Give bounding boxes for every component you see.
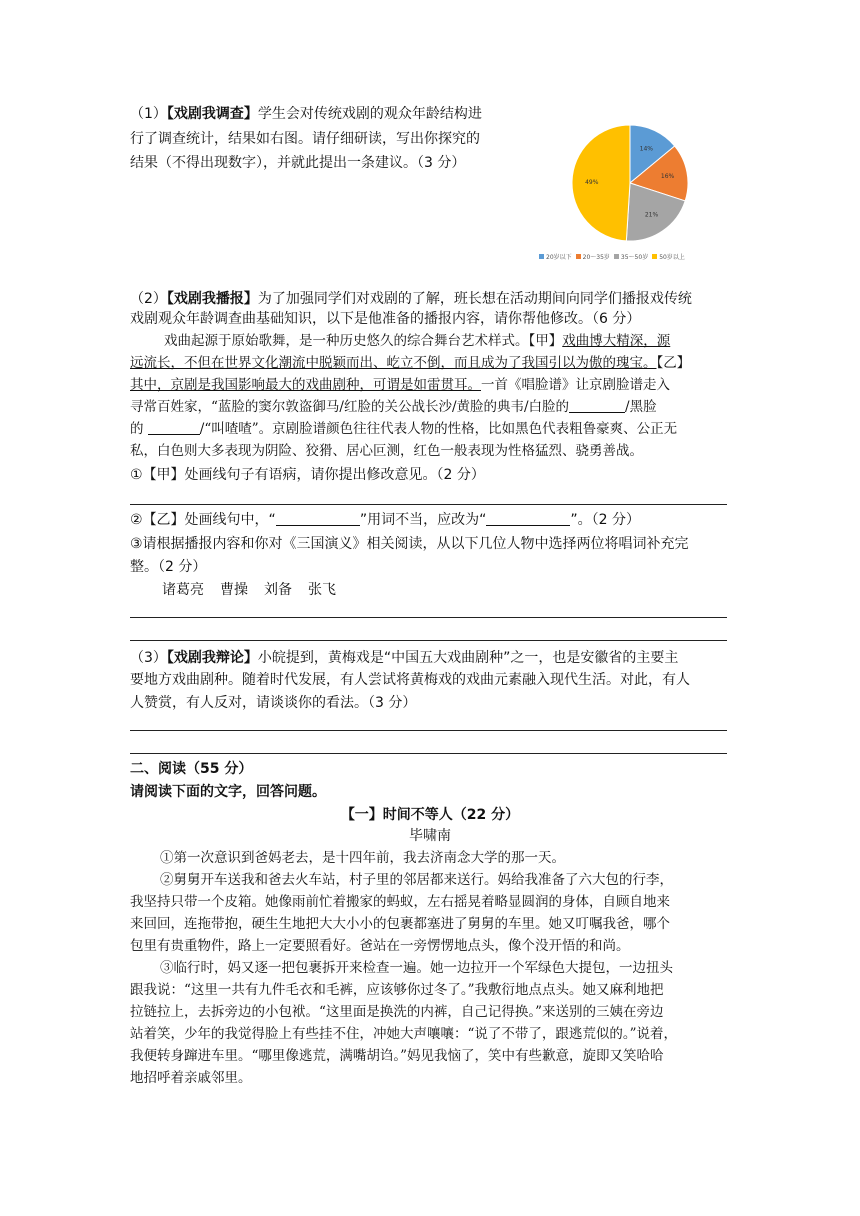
answer-line[interactable] [130,753,727,754]
legend-swatch [652,254,657,259]
q2-sub3-line2: 整。（2 分） [130,559,207,575]
legend-label: 20～35岁 [582,254,610,261]
legend-label: 50岁以上 [659,254,685,261]
article-line: 来回回，连拖带抱，硬生生地把大大小小的包裹都塞进了舅舅的车里。她又叮嘱我爸，哪个 [130,916,670,932]
article-line: 包里有贵重物件，路上一定要照看好。爸站在一旁愣愣地点头，像个没开悟的和尚。 [130,938,630,954]
q2-sub2-text: ②【乙】处画线句中，“ [130,512,276,528]
q1-line1 [130,104,482,125]
q1-tag: 【戏剧我调查】 [166,106,258,122]
q2-line1 [130,289,692,310]
legend-label: 35～50岁 [620,254,649,261]
age-pie-chart [532,122,712,270]
yi-underlined-sentence: 其中，京剧是我国影响最大的戏曲剧种，可谓是如雷贯耳。 [130,377,481,393]
passage-line-2 [130,353,690,374]
q3-line2: 要地方戏曲剧种。随着时代发展，有人尝试将黄梅戏的戏曲元素融入现代生活。对此，有人 [130,672,690,688]
passage-text: 寻常百姓家，“蓝脸的窦尔敦盗御马/红脸的关公战长沙/黄脸的典韦/白脸的 [130,399,570,415]
jia-underlined-sentence-cont: 远流长，不但在世界文化潮流中脱颖而出、屹立不倒，而且成为了我国引以为傲的瑰宝。 [130,355,657,371]
section-heading: 二、阅读（55 分） [130,761,253,777]
answer-line[interactable] [130,504,727,505]
q3-text: 小皖提到，黄梅戏是“中国五大戏曲剧种”之一，也是安徽省的主要主 [257,650,679,666]
answer-line[interactable] [130,640,727,641]
q2-sub2-text: ”。（2 分） [570,512,640,528]
legend-item [576,254,610,261]
q2-text: 为了加强同学们对戏剧的了解，班长想在活动期间向同学们播报戏传统 [257,291,692,307]
passage-line-4 [130,397,657,418]
q3-tag: 【戏剧我辩论】 [166,650,258,666]
wrong-word-blank[interactable] [276,511,360,526]
lyric-blank-2[interactable] [148,420,200,435]
passage-line-6: 私，白色则大多表现为阴险、狡猾、居心叵测，红色一般表现为性格猛烈、骁勇善战。 [130,443,643,459]
q2-sub2-text: ”用词不当，应改为“ [359,512,487,528]
article-author: 毕啸南 [409,828,451,844]
pie-legend [539,252,689,261]
lyric-blank-1[interactable] [569,398,625,413]
legend-item [652,254,685,261]
pie-data-label: 14% [639,145,653,153]
q2-tag: 【戏剧我播报】 [166,291,258,307]
option-zhuge-liang: 诸葛亮 [162,582,204,598]
character-options [162,580,336,601]
pie-data-label: 49% [585,178,599,186]
article-para-3: ③临行时，妈又逐一把包裹拆开来检查一遍。她一边拉开一个军绿色大提包，一边扭头 [160,960,673,976]
q2-sub3-line1: ③请根据播报内容和你对《三国演义》相关阅读，从以下几位人物中选择两位将唱词补充完 [130,536,689,552]
passage-line-1 [164,331,670,352]
pie-data-label: 16% [660,172,675,180]
option-cao-cao: 曹操 [220,582,248,598]
section-instruction: 请阅读下面的文字，回答问题。 [130,784,326,800]
article-para-2: ②舅舅开车送我和爸去火车站，村子里的邻居都来送行。妈给我准备了六大包的行李， [160,872,673,888]
passage-line-5 [130,419,677,440]
yi-marker: 【乙】 [656,355,691,371]
article-line: 我坚持只带一个皮箱。她像雨前忙着搬家的蚂蚁，左右摇晃着略显圆润的身体，自顾自地来 [130,894,670,910]
q1-text: 学生会对传统戏剧的观众年龄结构进 [257,106,482,122]
q1-line3: 结果（不得出现数字），并就此提出一条建议。（3 分） [130,155,466,171]
passage-text: 一首《唱脸谱》让京剧脸谱走入 [481,377,670,393]
pie-data-label: 21% [644,211,659,219]
option-liu-bei: 刘备 [264,582,292,598]
q3-line1 [130,648,678,669]
article-line: 跟我说：“这里一共有九件毛衣和毛裤，应该够你过冬了。”我敷衍地点点头。她又麻利地把 [130,982,664,998]
q1-number: （1） [130,106,167,122]
passage-text: /黑脸 [625,399,657,415]
article-line: 站着笑，少年的我觉得脸上有些挂不住，冲她大声嚷嚷：“说了不带了，跟逃荒似的。”说着， [130,1026,678,1042]
legend-item [539,254,572,261]
answer-line[interactable] [130,617,727,618]
article-line: 我便转身蹿进车里。“哪里像逃荒，满嘴胡诌。”妈见我恼了，笑中有些歉意，旋即又笑哈哈 [130,1048,664,1064]
answer-line[interactable] [130,730,727,731]
q1-line2: 行了调查统计，结果如右图。请仔细研读，写出你探究的 [130,131,480,147]
q2-number: （2） [130,291,167,307]
article-title: 【一】时间不等人（22 分） [340,807,520,823]
legend-swatch [576,254,581,259]
passage-text: /“叫喳喳”。京剧脸谱颜色往往代表人物的性格，比如黑色代表粗鲁豪爽、公正无 [199,421,678,437]
q3-line3: 人赞赏，有人反对，请谈谈你的看法。（3 分） [130,695,417,711]
article-line: 拉链拉上，去拆旁边的小包袱。“这里面是换洗的内裤，自己记得换。”来送别的三姨在旁边 [130,1004,664,1020]
jia-underlined-sentence: 戏曲博大精深，源 [562,333,671,349]
q2-sub1: ①【甲】处画线句子有语病，请你提出修改意见。（2 分） [130,467,485,483]
option-zhang-fei: 张飞 [308,582,336,598]
legend-swatch [614,254,619,259]
q3-number: （3） [130,650,167,666]
article-line: 地招呼着亲戚邻里。 [130,1070,252,1086]
q2-sub2 [130,510,640,531]
passage-text: 戏曲起源于原始歌舞，是一种历史悠久的综合舞台艺术样式。【甲】 [164,333,563,349]
passage-line-3 [130,375,670,396]
replacement-word-blank[interactable] [486,511,570,526]
pie-slice-4 [572,125,630,241]
legend-item [614,254,648,261]
q2-line2: 戏剧观众年龄调查曲基础知识，以下是他准备的播报内容，请你帮他修改。（6 分） [130,311,641,327]
passage-text: 的 [130,421,144,437]
legend-swatch [539,254,544,259]
pie-svg [532,122,712,244]
legend-label: 20岁以下 [546,254,572,261]
article-para-1: ①第一次意识到爸妈老去，是十四年前，我去济南念大学的那一天。 [160,850,565,866]
